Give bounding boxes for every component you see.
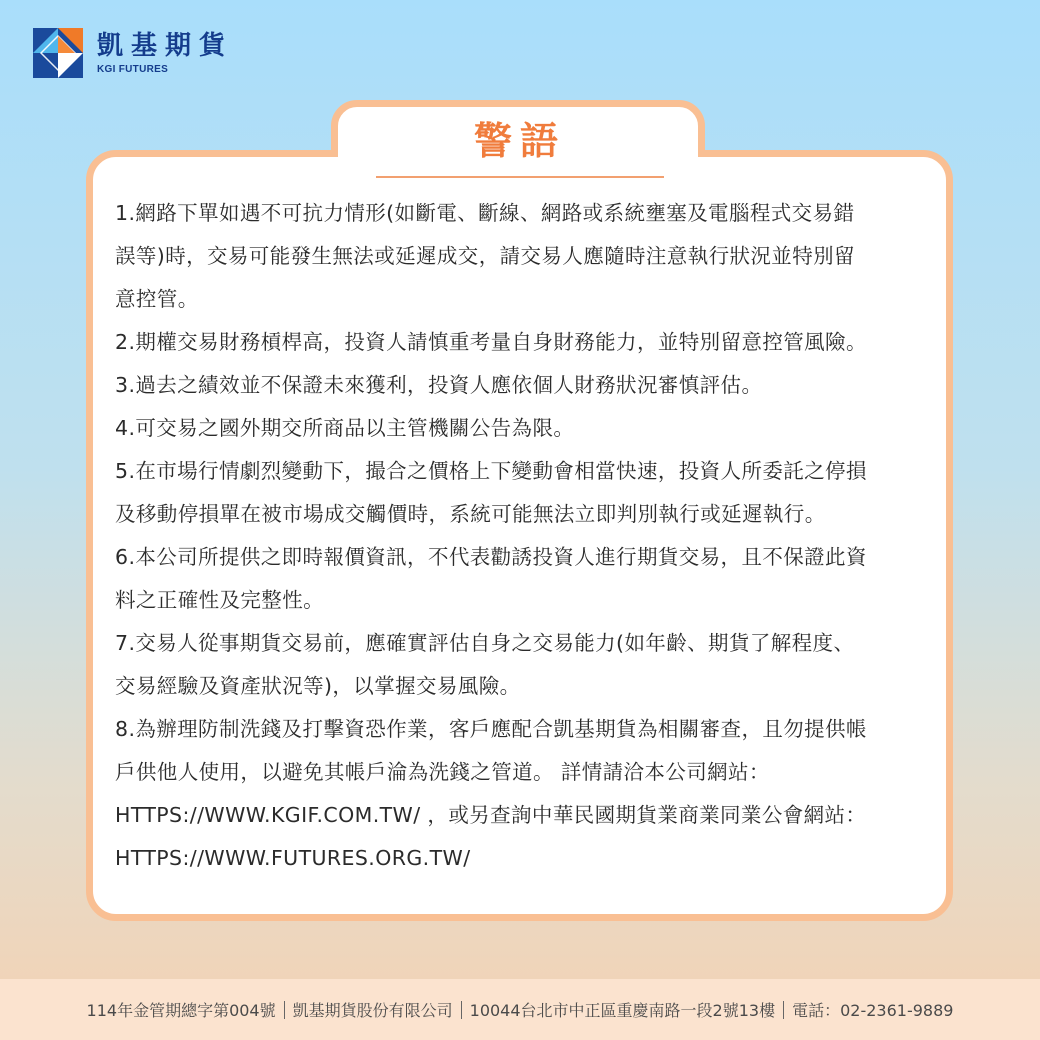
footer-address: 10044台北市中正區重慶南路一段2號13樓 (469, 1001, 776, 1020)
warning-line: 及移動停損單在被市場成交觸價時，系統可能無法立即判別執行或延遲執行。 (115, 502, 826, 526)
logo-name-cn: 凱基期貨 (97, 31, 234, 61)
warning-line: 意控管。 (115, 287, 199, 311)
footer-divider (284, 1001, 285, 1019)
warning-line: 交易經驗及資產狀況等)，以掌握交易風險。 (115, 674, 521, 698)
warning-line: 8.為辦理防制洗錢及打擊資恐作業，客戶應配合凱基期貨為相關審查，且勿提供帳 (115, 717, 867, 741)
warning-line: 7.交易人從事期貨交易前，應確實評估自身之交易能力(如年齡、期貨了解程度、 (115, 631, 855, 655)
kgi-logo-icon (33, 28, 83, 78)
warning-line: 3.過去之績效並不保證未來獲利，投資人應依個人財務狀況審慎評估。 (115, 373, 763, 397)
company-logo (33, 28, 233, 78)
footer-divider (783, 1001, 784, 1019)
warning-line: 戶供他人使用，以避免其帳戶淪為洗錢之管道。 詳情請洽本公司網站： (115, 760, 770, 784)
warning-line: HTTPS://WWW.KGIF.COM.TW/ ，或另查詢中華民國期貨業商業同業公會網站： (115, 803, 867, 827)
warning-text (115, 192, 927, 880)
warning-line: 料之正確性及完整性。 (115, 588, 324, 612)
warning-line: 5.在市場行情劇烈變動下，撮合之價格上下變動會相當快速，投資人所委託之停損 (115, 459, 867, 483)
warning-line: 誤等)時，交易可能發生無法或延遲成交，請交易人應隨時注意執行狀況並特別留 (115, 244, 855, 268)
logo-name-en: KGI FUTURES (97, 64, 169, 75)
warning-line: 1.網路下單如遇不可抗力情形(如斷電、斷線、網路或系統壅塞及電腦程式交易錯 (115, 201, 855, 225)
footer-company: 凱基期貨股份有限公司 (292, 1001, 453, 1020)
warning-line: 6.本公司所提供之即時報價資訊，不代表勸誘投資人進行期貨交易，且不保證此資 (115, 545, 867, 569)
title-underline (376, 176, 664, 178)
warning-line: 2.期權交易財務槓桿高，投資人請慎重考量自身財務能力，並特別留意控管風險。 (115, 330, 867, 354)
footer-license: 114年金管期總字第004號 (86, 1001, 276, 1020)
footer-divider (461, 1001, 462, 1019)
card-title: 警語 (473, 119, 566, 163)
footer-bar (0, 979, 1040, 1040)
warning-line: 4.可交易之國外期交所商品以主管機關公告為限。 (115, 416, 575, 440)
footer-phone: 電話：02-2361-9889 (792, 1001, 954, 1020)
warning-line: HTTPS://WWW.FUTURES.ORG.TW/ (115, 846, 471, 870)
